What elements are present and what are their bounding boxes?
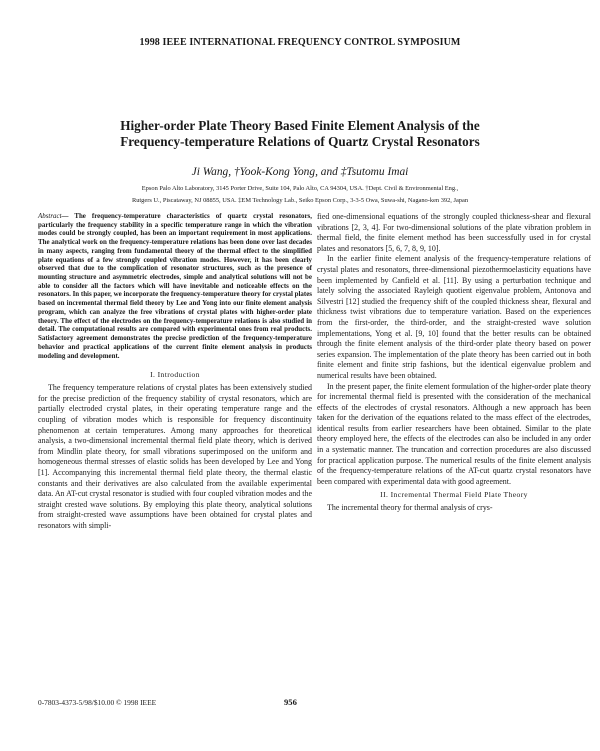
affiliation-line-2: Rutgers U., Piscataway, NJ 08855, USA. ‡EM Technology Lab., Seiko Epson Corp., 3-3-5 Owa, Suwa-shi, Nagano-ken 392, Japan (131, 197, 469, 204)
page-number: 956 (284, 697, 297, 707)
left-column (38, 212, 312, 532)
affiliation-line-1: Epson Palo Alto Laboratory, 3145 Porter Drive, Suite 104, Palo Alto, CA 94304, USA. †Dept. Civil & Environmental Eng., (141, 185, 459, 192)
title-line-2: Frequency-temperature Relations of Quartz Crystal Resonators (120, 134, 480, 149)
abstract (38, 212, 312, 360)
abstract-text: — The frequency-temperature characteristics of quartz crystal resonators, particularly the frequency stability in a specific temperature range in which the vibration modes could be strongly coupled, has been an important requirement in most applications. The analytical work on the frequency-temperature relations has been done over last decades in many aspects, ranging from fundamental theory of the thermal effect to the simplified plate equations of a few strongly coupled vibration modes. However, it has been clearly observed that due to the complication of resonator structures, such as the presence of mounting structure and asymmetric electrodes, simple and analytical solutions will not be able to consider all the factors which will have inevitable and noticeable effects on the resonators. In this paper, we incorporate the frequency-temperature theory for crystal plates based on incremental thermal field theory by Lee and Yong into our finite element analysis program, which can analyze the free vibrations of crystal plates with higher-order plate theory. The effect of the electrodes on the frequency-temperature relations is also studied in detail. The computational results are compared with experimental ones from real products. Satisfactory agreement demonstrates the precise prediction of the frequency-temperature behavior and practical applications of the current finite element analysis in products modeling and development. (38, 212, 312, 360)
section-heading-incremental-theory: II. Incremental Thermal Field Plate Theory (380, 490, 528, 500)
running-head: 1998 IEEE INTERNATIONAL FREQUENCY CONTROL SYMPOSIUM (139, 37, 461, 48)
title-line-1: Higher-order Plate Theory Based Finite Element Analysis of the (120, 118, 480, 133)
right-paragraph-0: fied one-dimensional equations of the strongly coupled thickness-shear and flexural vibrations [2, 3, 4]. For two-dimensional solutions of the plate vibration problem in thermal field, the finite element method has been successfully used in for crystal plates and resonators [5, 6, 7, 8, 9, 10]. (317, 212, 591, 253)
intro-paragraph-1: The frequency temperature relations of crystal plates has been extensively studied for the precise prediction of the frequency stability of crystal resonators, which are partially electroded crystal plates, in their operating temperature range and the coupling of vibration modes which is responsible for frequency discontinuity phenomenon at certain temperatures. Among many approaches for theoretical analysis, a two-dimensional incremental thermal field plate theory, which is derived from Mindlin plate theory, for small vibrations superimposed on the uniform and homogeneous thermal stresses of elastic solids has been developed by Lee and Yong [1]. Accompanying this incremental thermal field plate theory, the thermal elastic constants and their derivatives are also calculated from the available experimental data. An AT-cut crystal resonator is studied with four coupled vibration modes and the straight crested wave solutions. By employing this plate theory, analytical solutions from straight-crested wave assumptions have been obtained for crystal plates and resonators with simpli- (38, 383, 312, 530)
footer-isbn: 0-7803-4373-5/98/$10.00 © 1998 IEEE (38, 698, 157, 707)
right-paragraph-3: The incremental theory for thermal analysis of crys- (327, 503, 493, 513)
abstract-label: Abstract (38, 212, 62, 220)
right-paragraph-1: In the earlier finite element analysis of the frequency-temperature relations of crystal plates and resonators, three-dimensional piezothermoelasticity equations have been implemented by Canfield et al. [11]. By using a perturbation technique and lately solving the associated Rayleigh quotient eigenvalue problem, Antonova and Silvestri [12] studied the frequency shift of the coupled thickness shear, flexural and thickness twist vibrations due to temperature variation. Based on the experiences from the first-order, the third-order, and the straight-crested wave solution implementations, Yong et al. [9, 10] found that the better results can be obtained through the finite element analysis of the third-order plate theory based on power series expansion. The implementation of the plate theory has been carried out in both finite element and finite strip fashions, but the identical eigenvalue problem and numerical results have been obtained. (317, 254, 591, 380)
right-paragraph-2: In the present paper, the finite element formulation of the higher-order plate theory for incremental thermal field is presented with the consideration of the mechanical effects of the electrodes of crystal resonators. Although a new approach has been taken for the derivation of the equations related to the mass effect of the electrodes, identical results from earlier researchers have been obtained. Similar to the plate theory employed here, the effects of the electrodes can also be included in any order in a systematic manner. The truncation and correction procedures are also discussed for practical application purpose. The numerical results of the finite element analysis of the frequency-temperature relations of the AT-cut quartz crystal resonators have been compared with experimental data with good agreement. (317, 381, 591, 486)
paper-title (90, 118, 510, 150)
author-list: Ji Wang, †Yook-Kong Yong, and ‡Tsutomu Imai (191, 166, 409, 178)
right-column (317, 212, 591, 514)
section-heading-introduction: I. Introduction (150, 370, 200, 380)
